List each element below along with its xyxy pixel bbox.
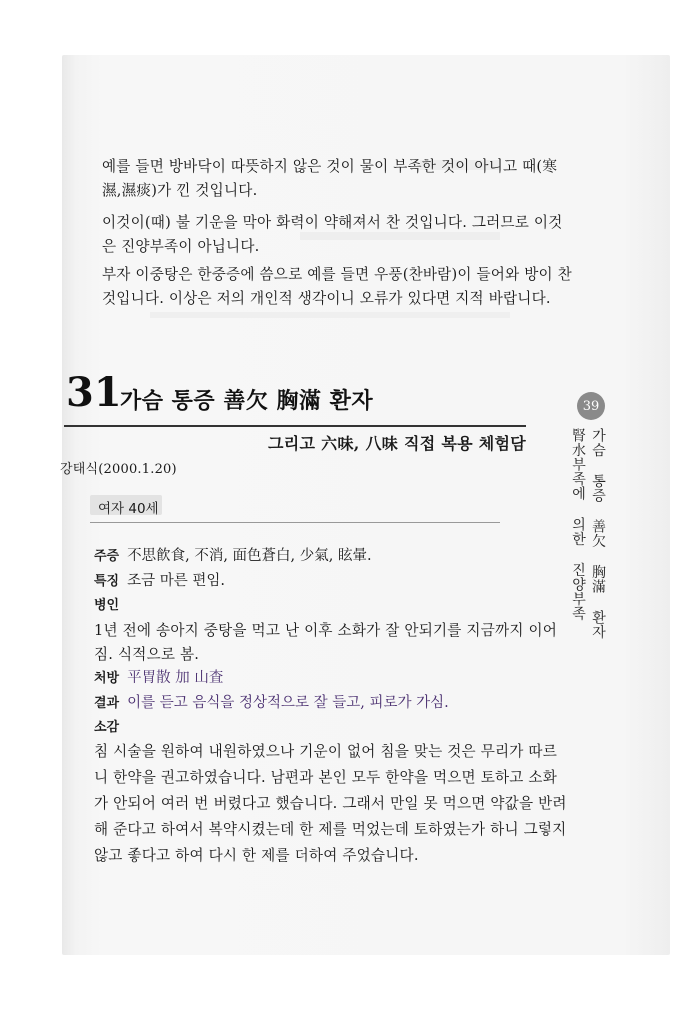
intro-line: 부자 이중탕은 한중증에 씀으로 예를 들면 우풍(찬바람)이 들어와 방이 찬 xyxy=(102,266,572,283)
cause-row xyxy=(94,594,127,617)
author-date: 강태식(2000.1.20) xyxy=(60,462,177,477)
section-subtitle: 그리고 六味, 八味 직접 복용 체험담 xyxy=(268,434,526,453)
result-label: 결과 xyxy=(94,696,120,711)
impression-row xyxy=(94,716,127,739)
chief-complaint-value: 不思飮食, 不消, 面色蒼白, 少氣, 眩暈. xyxy=(127,548,372,564)
cause-line: 짐. 식적으로 봄. xyxy=(94,646,200,663)
sidebar-subtitle: 腎水부족에 의한 진양부족 xyxy=(570,428,586,621)
section-title: 가슴 통증 善欠 胸滿 환자 xyxy=(120,388,374,414)
impression-line: 해 준다고 하여서 복약시켰는데 한 제를 먹었는데 토하였는가 하니 그렇지 xyxy=(94,821,567,838)
impression-line: 가 안되어 여러 번 버렸다고 했습니다. 그래서 만일 못 먹으면 약값을 반려 xyxy=(94,795,567,812)
impression-label: 소감 xyxy=(94,720,120,735)
impression-line: 않고 좋다고 하여 다시 한 제를 더하여 주었습니다. xyxy=(94,847,419,864)
prescription-value: 平胃散 加 山査 xyxy=(127,670,224,686)
intro-line: 것입니다. 이상은 저의 개인적 생각이니 오류가 있다면 지적 바랍니다. xyxy=(102,290,551,307)
chief-complaint-label: 주증 xyxy=(94,549,120,564)
feature-value: 조금 마른 편임. xyxy=(127,573,225,589)
impression-line: 니 한약을 권고하였습니다. 남편과 본인 모두 한약을 먹으면 토하고 소화 xyxy=(94,769,558,786)
patient-label: 여자 40세 xyxy=(98,501,159,517)
intro-line: 濕,濕痰)가 낀 것입니다. xyxy=(102,182,258,199)
cause-label: 병인 xyxy=(94,598,120,613)
intro-line: 이것이(때) 불 기운을 막아 화력이 약해져서 찬 것입니다. 그러므로 이것 xyxy=(102,214,563,231)
cause-line: 1년 전에 송아지 중탕을 먹고 난 이후 소화가 잘 안되기를 지금까지 이어 xyxy=(94,622,558,639)
prescription-row xyxy=(94,667,223,690)
chief-complaint-row xyxy=(94,545,372,568)
result-value: 이를 듣고 음식을 정상적으로 잘 들고, 피로가 가심. xyxy=(127,695,449,711)
heading-divider xyxy=(64,425,526,427)
page-number-badge: 39 xyxy=(577,392,605,420)
bleed-through-mark xyxy=(150,312,510,318)
sidebar-title: 가슴 통증 善欠 胸滿 환자 xyxy=(590,428,606,639)
patient-divider xyxy=(90,522,500,523)
result-row xyxy=(94,692,449,715)
prescription-label: 처방 xyxy=(94,671,120,686)
section-number: 31 xyxy=(66,369,122,416)
impression-line: 침 시술을 원하여 내원하였으나 기운이 없어 침을 맞는 것은 무리가 따르 xyxy=(94,743,558,760)
feature-label: 특징 xyxy=(94,574,120,589)
intro-line: 은 진양부족이 아닙니다. xyxy=(102,238,260,255)
intro-line: 예를 들면 방바닥이 따뜻하지 않은 것이 물이 부족한 것이 아니고 때(寒 xyxy=(102,158,558,175)
feature-row xyxy=(94,570,225,593)
